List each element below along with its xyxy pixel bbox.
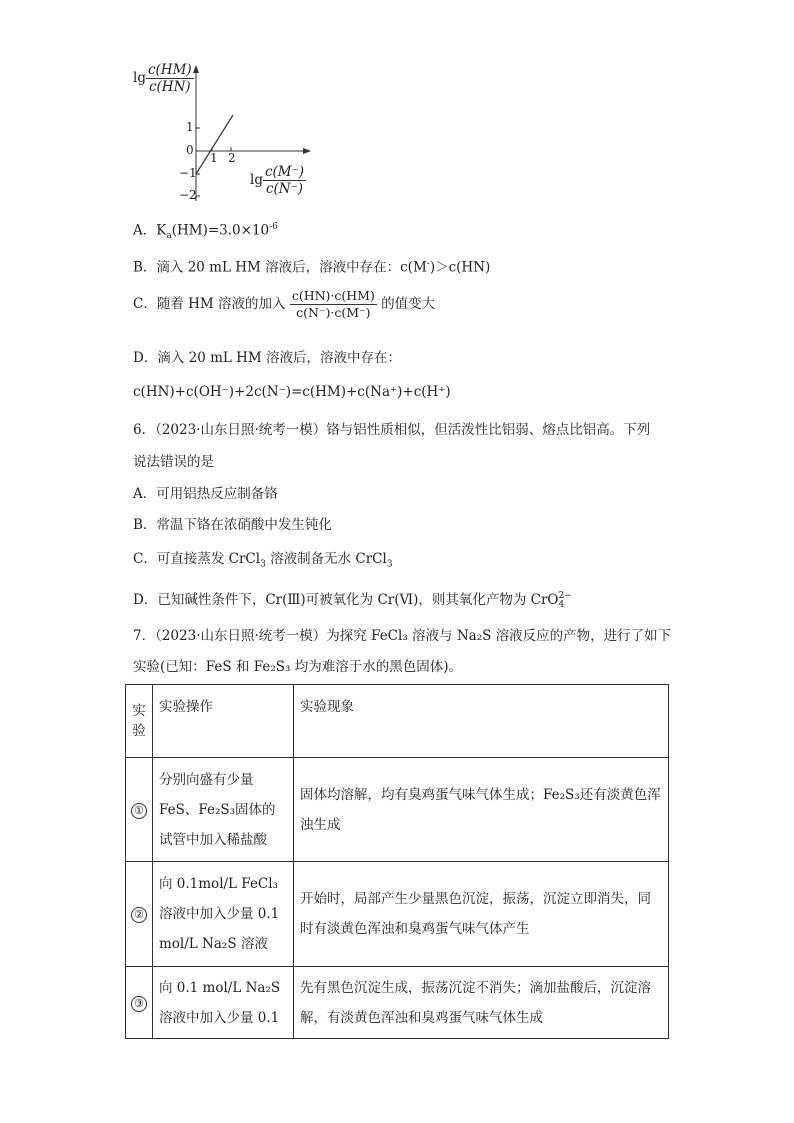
data-line (196, 115, 233, 174)
q5-option-b: B．滴入 20 mL HM 溶液后，溶液中存在：c(M-)＞c(HN) (133, 259, 491, 276)
table-row (126, 967, 669, 1039)
q7-stem: 7．（2023·山东日照·统考一模）为探究 FeCl₃ 溶液与 Na₂S 溶液反应的产物，进行了如下 (133, 628, 672, 644)
x-tick-label: 2 (228, 151, 236, 165)
q6-option-d: D．已知碱性条件下，Cr(Ⅲ)可被氧化为 Cr(Ⅵ)，则其氧化产物为 CrO 2− 4 (133, 590, 572, 610)
table-row (126, 862, 669, 967)
header-cell-experiment: 实验 (126, 685, 153, 758)
q6-stem-cont: 说法错误的是 (133, 454, 214, 470)
q5-option-d: D．滴入 20 mL HM 溶液后，溶液中存在： (133, 350, 402, 366)
header-cell-operation: 实验操作 (153, 685, 294, 758)
x-tick-label: 1 (210, 151, 218, 165)
table-header-row (126, 685, 669, 758)
row-operation: 向 0.1mol/L FeCl₃ 溶液中加入少量 0.1 mol/L Na₂S 溶液 (153, 862, 294, 967)
header-cell-observation: 实验现象 (294, 685, 669, 758)
y-tick-label: 1 (186, 120, 194, 134)
q6-stem: 6．（2023·山东日照·统考一模）铬与铝性质相似，但活泼性比铝弱、熔点比铝高。下列 (133, 422, 651, 438)
q6-option-c: C．可直接蒸发 CrCl$_3$ 溶液制备无水 CrCl$_3$ (133, 551, 393, 570)
q5-option-a: A．$K_a(HM)=3.0\times 10^{-6}$ (133, 222, 278, 242)
row-observation: 开始时，局部产生少量黑色沉淀，振荡，沉淀立即消失，同时有淡黄色浑浊和臭鸡蛋气味气体产生 (294, 862, 669, 967)
y-tick-label: −2 (179, 188, 197, 202)
q7-stem-cont: 实验(已知：FeS 和 Fe₂S₃ 均为难溶于水的黑色固体)。 (133, 659, 462, 675)
row-number: ③ (126, 967, 153, 1039)
y-axis-label: lg $\frac{c(HM)}{c(HN)}$ (133, 62, 192, 95)
row-observation: 先有黑色沉淀生成，振荡沉淀不消失；滴加盐酸后，沉淀溶解，有淡黄色浑浊和臭鸡蛋气味气体生成 (294, 967, 669, 1039)
q6-option-b: B．常温下铬在浓硝酸中发生钝化 (133, 517, 332, 533)
row-number: ① (126, 758, 153, 862)
q6-option-a: A．可用铝热反应制备铬 (133, 486, 278, 502)
y-tick-label: 0 (186, 143, 194, 157)
row-observation: 固体均溶解，均有臭鸡蛋气味气体生成；Fe₂S₃还有淡黄色浑浊生成 (294, 758, 669, 862)
table-row (126, 758, 669, 862)
x-axis-label: lg $\frac{c(M^-)}{c(N^-)}$ (250, 164, 305, 197)
row-operation: 分别向盛有少量FeS、Fe₂S₃固体的试管中加入稀盐酸 (153, 758, 294, 862)
y-tick-label: −1 (179, 166, 197, 180)
graph-figure (130, 58, 330, 208)
row-number: ② (126, 862, 153, 967)
q5-option-d-equation: c(HN)+c(OH⁻)+2c(N⁻)=c(HM)+c(Na⁺)+c(H⁺) (133, 384, 451, 400)
row-operation: 向 0.1 mol/L Na₂S 溶液中加入少量 0.1 (153, 967, 294, 1039)
experiment-table (125, 684, 669, 1039)
q5-option-c: C．随着 HM 溶液的加入 $\frac{c(HN)\cdot c(HM)}{c(N^-)\cdot c(M^-)}$ 的值变大 (133, 288, 436, 320)
